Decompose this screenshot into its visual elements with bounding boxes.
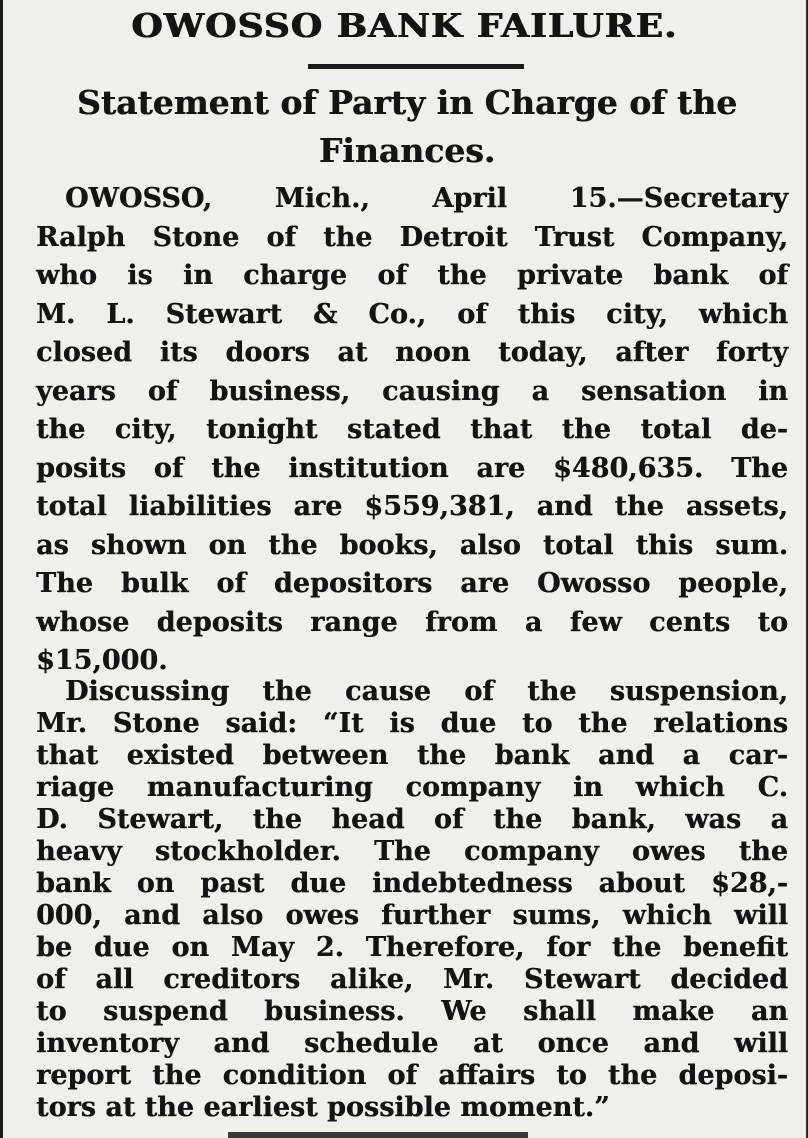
body-line-22: be due on May 2. Therefore, for the benefit bbox=[36, 932, 788, 963]
body-line-23: of all creditors alike, Mr. Stewart decided bbox=[36, 964, 788, 995]
body-line-24: to suspend business. We shall make an bbox=[36, 996, 788, 1027]
body-line-15: Mr. Stone said: “It is due to the relations bbox=[36, 708, 788, 739]
body-line-11: The bulk of depositors are Owosso people, bbox=[36, 568, 788, 599]
body-line-21: 000, and also owes further sums, which will bbox=[36, 900, 788, 931]
body-line-25: inventory and schedule at once and will bbox=[36, 1028, 788, 1059]
body-line-14: Discussing the cause of the suspension, bbox=[65, 676, 788, 707]
body-line-16: that existed between the bank and a car- bbox=[36, 740, 788, 771]
body-line-17: riage manufacturing company in which C. bbox=[36, 772, 788, 803]
body-line-26: report the condition of affairs to the deposi- bbox=[36, 1060, 788, 1091]
body-line-8: posits of the institution are $480,635. The bbox=[36, 452, 788, 484]
body-line-19: heavy stockholder. The company owes the bbox=[36, 836, 788, 867]
body-line-27: tors at the earliest possible moment.” bbox=[36, 1092, 610, 1123]
body-line-4: M. L. Stewart & Co., of this city, which bbox=[36, 298, 788, 330]
headline: OWOSSO BANK FAILURE. bbox=[131, 6, 678, 46]
body-line-3: who is in charge of the private bank of bbox=[36, 260, 788, 291]
body-line-12: whose deposits range from a few cents to bbox=[36, 606, 788, 638]
body-line-18: D. Stewart, the head of the bank, was a bbox=[36, 804, 788, 835]
body-line-20: bank on past due indebtedness about $28,- bbox=[36, 868, 788, 899]
subheadline-line-2: Finances. bbox=[318, 131, 496, 170]
body-line-1: OWOSSO, Mich., April 15.—Secretary bbox=[65, 183, 788, 214]
body-line-10: as shown on the books, also total this sum. bbox=[36, 529, 788, 561]
body-line-5: closed its doors at noon today, after forty bbox=[36, 337, 788, 368]
next-article-edge bbox=[228, 1132, 528, 1138]
body-line-7: the city, tonight stated that the total de- bbox=[36, 414, 788, 445]
body-line-2: Ralph Stone of the Detroit Trust Company, bbox=[36, 221, 788, 253]
subheadline-line-1: Statement of Party in Charge of the bbox=[76, 83, 738, 122]
body-line-9: total liabilities are $559,381, and the assets, bbox=[36, 491, 788, 522]
body-line-6: years of business, causing a sensation in bbox=[36, 375, 788, 407]
body-line-13: $15,000. bbox=[36, 645, 168, 676]
headline-rule bbox=[308, 64, 524, 69]
